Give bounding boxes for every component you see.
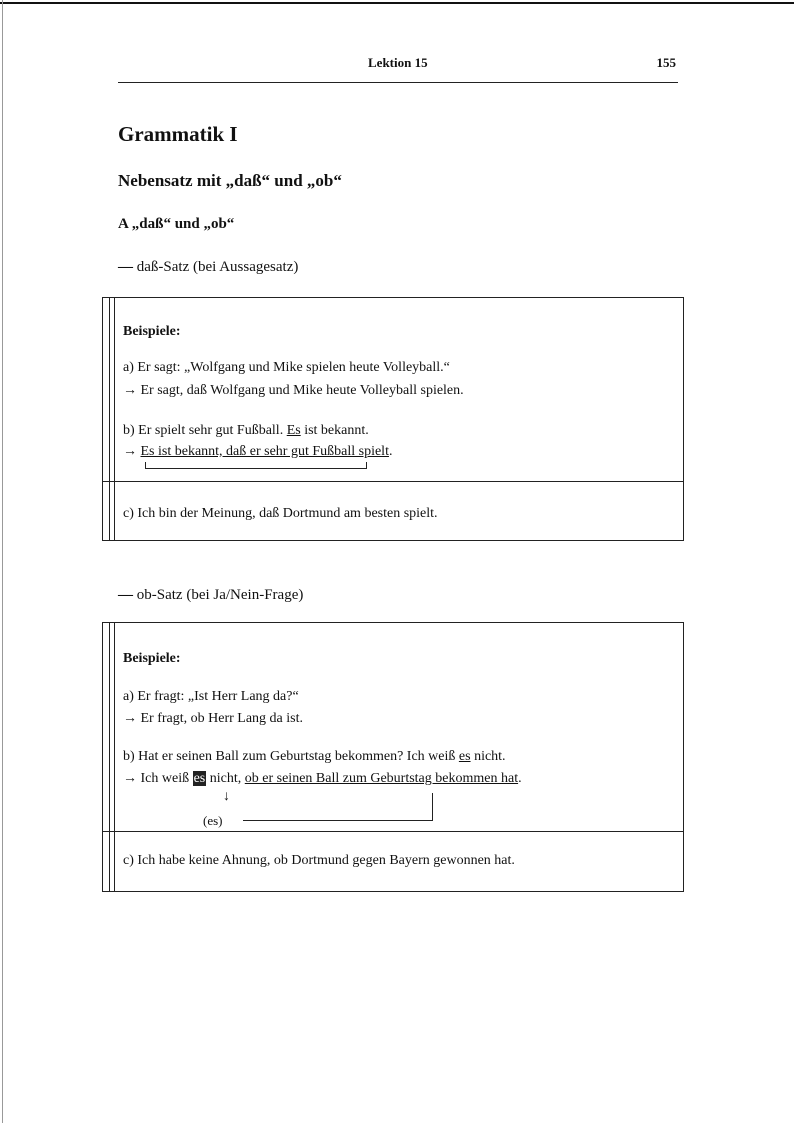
text-fragment: nicht, (206, 771, 245, 786)
pronoun-marker: (es) (203, 813, 223, 828)
box-rail (114, 297, 115, 541)
text-fragment: . (518, 771, 522, 786)
box-rail (109, 297, 110, 541)
underlined-clause: ob er seinen Ball zum Geburtstag bekommen hat (244, 771, 519, 786)
section2-example-a-indirect: → Er fragt, ob Herr Lang da ist. (123, 711, 303, 726)
section1-example-box (102, 297, 684, 541)
section2-example-b-line2 (123, 771, 522, 787)
section2-examples-label: Beispiele: (123, 651, 181, 666)
section2-title (118, 587, 303, 604)
section2-example-c: c) Ich habe keine Ahnung, ob Dortmund gegen Bayern gewonnen hat. (123, 853, 515, 868)
connector-bracket (145, 462, 367, 469)
section1-examples-label: Beispiele: (123, 324, 181, 339)
header-rule (118, 82, 678, 83)
section2-example-a-direct: a) Er fragt: „Ist Herr Lang da?“ (123, 689, 299, 704)
arrow-icon: → (123, 444, 141, 459)
highlighted-pronoun: es (193, 771, 206, 786)
text-fragment: → Ich weiß (123, 771, 193, 786)
section1-example-b-line1 (123, 423, 369, 439)
text-fragment: ist bekannt. (300, 423, 369, 438)
arrow-down-icon: ↓ (223, 789, 230, 804)
section1-title (118, 259, 298, 276)
box-rail (109, 622, 110, 892)
underlined-pronoun: es (458, 749, 471, 764)
running-header (118, 55, 678, 75)
subtitle-heading: Nebensatz mit „daß“ und „ob“ (118, 171, 342, 190)
section1-title-text: daß-Satz (bei Aussagesatz) (136, 259, 299, 275)
section2-example-box (102, 622, 684, 892)
underlined-pronoun: Es (286, 423, 301, 438)
connector-line (432, 793, 433, 821)
text-fragment: nicht. (470, 749, 506, 764)
section1-dash: — (118, 259, 137, 275)
section2-dash: — (118, 587, 137, 603)
topic-heading: A „daß“ und „ob“ (118, 216, 235, 232)
underlined-clause: Es ist bekannt, daß er sehr gut Fußball spielt (140, 444, 389, 459)
section1-example-c: c) Ich bin der Meinung, daß Dortmund am besten spielt. (123, 506, 438, 521)
section1-example-a-indirect: → Er sagt, daß Wolfgang und Mike heute Volleyball spielen. (123, 383, 464, 398)
text-fragment: b) Hat er seinen Ball zum Geburtstag bekommen? Ich weiß (123, 749, 459, 764)
box-divider (103, 481, 683, 482)
connector-line (243, 820, 433, 821)
section2-example-b-line1 (123, 749, 506, 765)
box-divider (103, 831, 683, 832)
lesson-label: Lektion 15 (368, 55, 428, 70)
left-page-edge (2, 0, 3, 1123)
text-fragment: . (388, 444, 393, 459)
section1-example-a-direct: a) Er sagt: „Wolfgang und Mike spielen heute Volleyball.“ (123, 360, 450, 375)
page-number: 155 (656, 55, 676, 70)
grammar-heading: Grammatik I (118, 122, 238, 146)
box-rail (114, 622, 115, 892)
top-page-rule (0, 2, 794, 4)
section2-title-text: ob-Satz (bei Ja/Nein-Frage) (136, 587, 304, 603)
text-fragment: b) Er spielt sehr gut Fußball. (123, 423, 287, 438)
section1-example-b-line2 (123, 444, 392, 460)
